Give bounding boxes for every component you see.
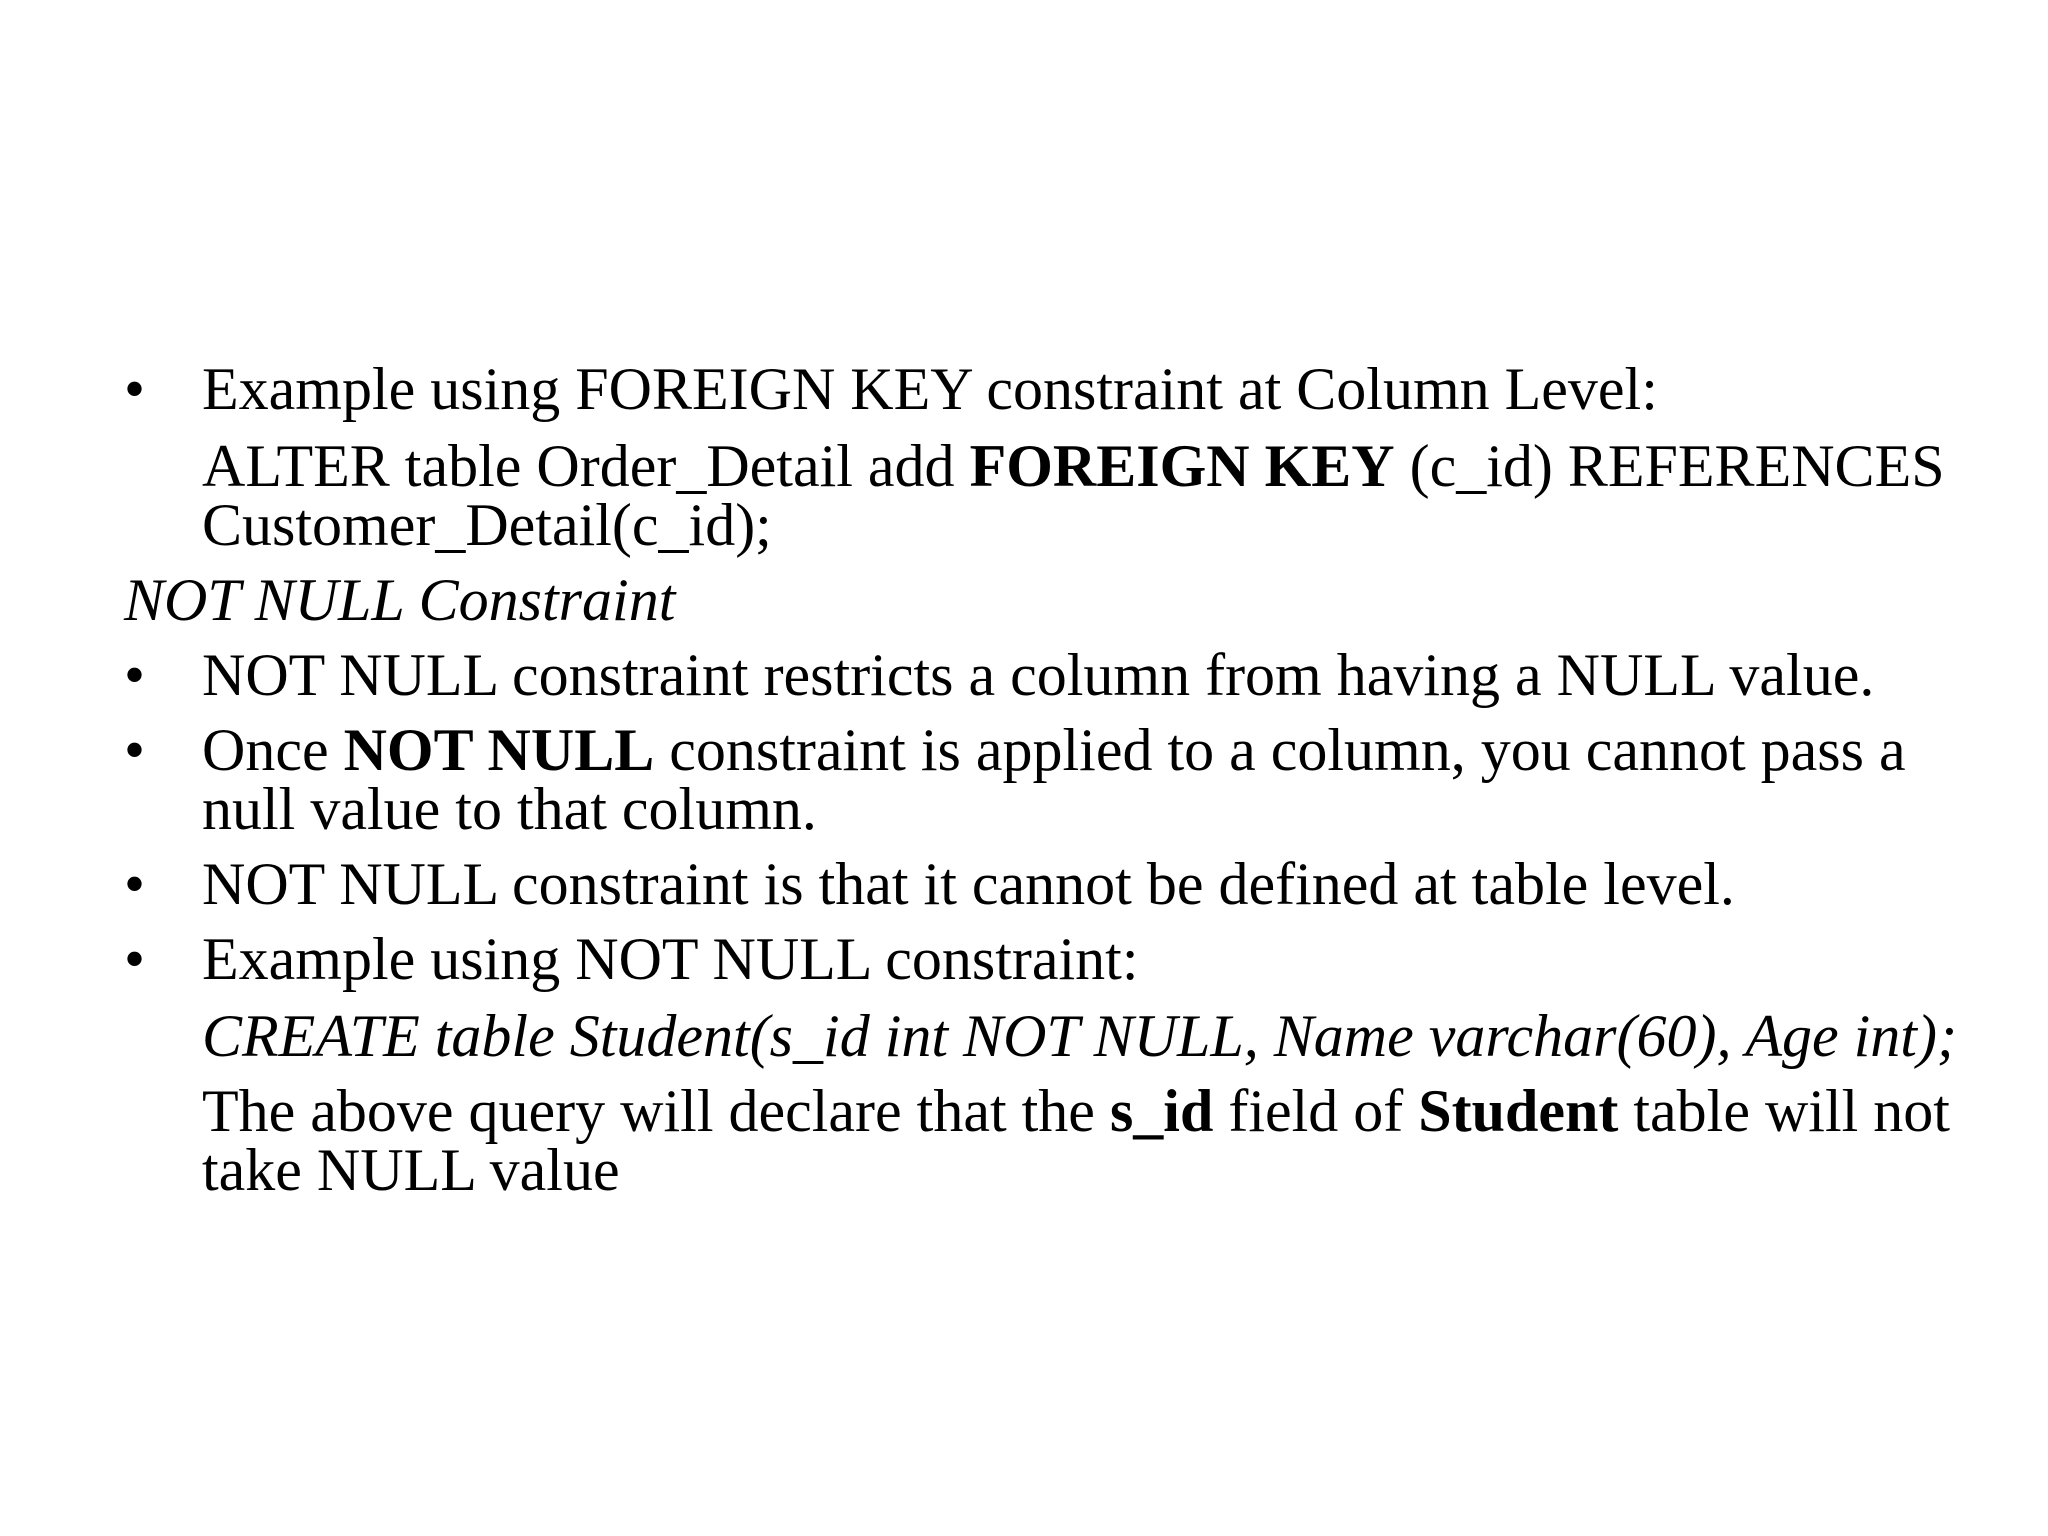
fk-sql-keyword: FOREIGN KEY: [969, 433, 1395, 499]
nn-point2-bold: NOT NULL: [343, 717, 655, 783]
bullet-glyph: •: [124, 642, 146, 708]
bullet-glyph: •: [124, 717, 146, 783]
bullet-nn-point2: [124, 717, 1964, 842]
fk-example-label: Example using FOREIGN KEY constraint at Column Level:: [202, 356, 1658, 422]
bullet-fk-example: [124, 356, 1964, 422]
nn-point1-text: NOT NULL constraint restricts a column from having a NULL value.: [202, 642, 1875, 708]
nn-explain-pre: The above query will declare that the: [202, 1078, 1110, 1144]
fk-sql-pre: ALTER table Order_Detail add: [202, 433, 970, 499]
fk-sql-post: (c_id) REFERENCES Customer_Detail(c_id);: [202, 433, 1945, 558]
bullet-glyph: •: [124, 356, 146, 422]
nn-explain-table: Student: [1418, 1078, 1619, 1144]
bullet-nn-point3: [124, 851, 1964, 917]
bullet-glyph: •: [124, 926, 146, 992]
nn-point3-text: NOT NULL constraint is that it cannot be defined at table level.: [202, 851, 1735, 917]
nn-explanation: [124, 1078, 1964, 1203]
nn-sql-statement: CREATE table Student(s_id int NOT NULL, Name varchar(60), Age int);: [202, 1003, 1957, 1069]
bullet-nn-example: [124, 926, 1964, 992]
nn-explain-post: table will not take NULL value: [202, 1078, 1950, 1203]
nn-example-label: Example using NOT NULL constraint:: [202, 926, 1139, 992]
nn-point2-post: constraint is applied to a column, you cannot pass a null value to that column.: [202, 717, 1906, 842]
slide-content: [124, 356, 1964, 1216]
nn-explain-field: s_id: [1109, 1078, 1214, 1144]
nn-explain-mid: field of: [1213, 1078, 1419, 1144]
not-null-heading: NOT NULL Constraint: [124, 567, 676, 633]
fk-sql-statement: [124, 433, 1964, 558]
nn-point2-pre: Once: [202, 717, 344, 783]
bullet-glyph: •: [124, 851, 146, 917]
bullet-nn-point1: [124, 642, 1964, 708]
